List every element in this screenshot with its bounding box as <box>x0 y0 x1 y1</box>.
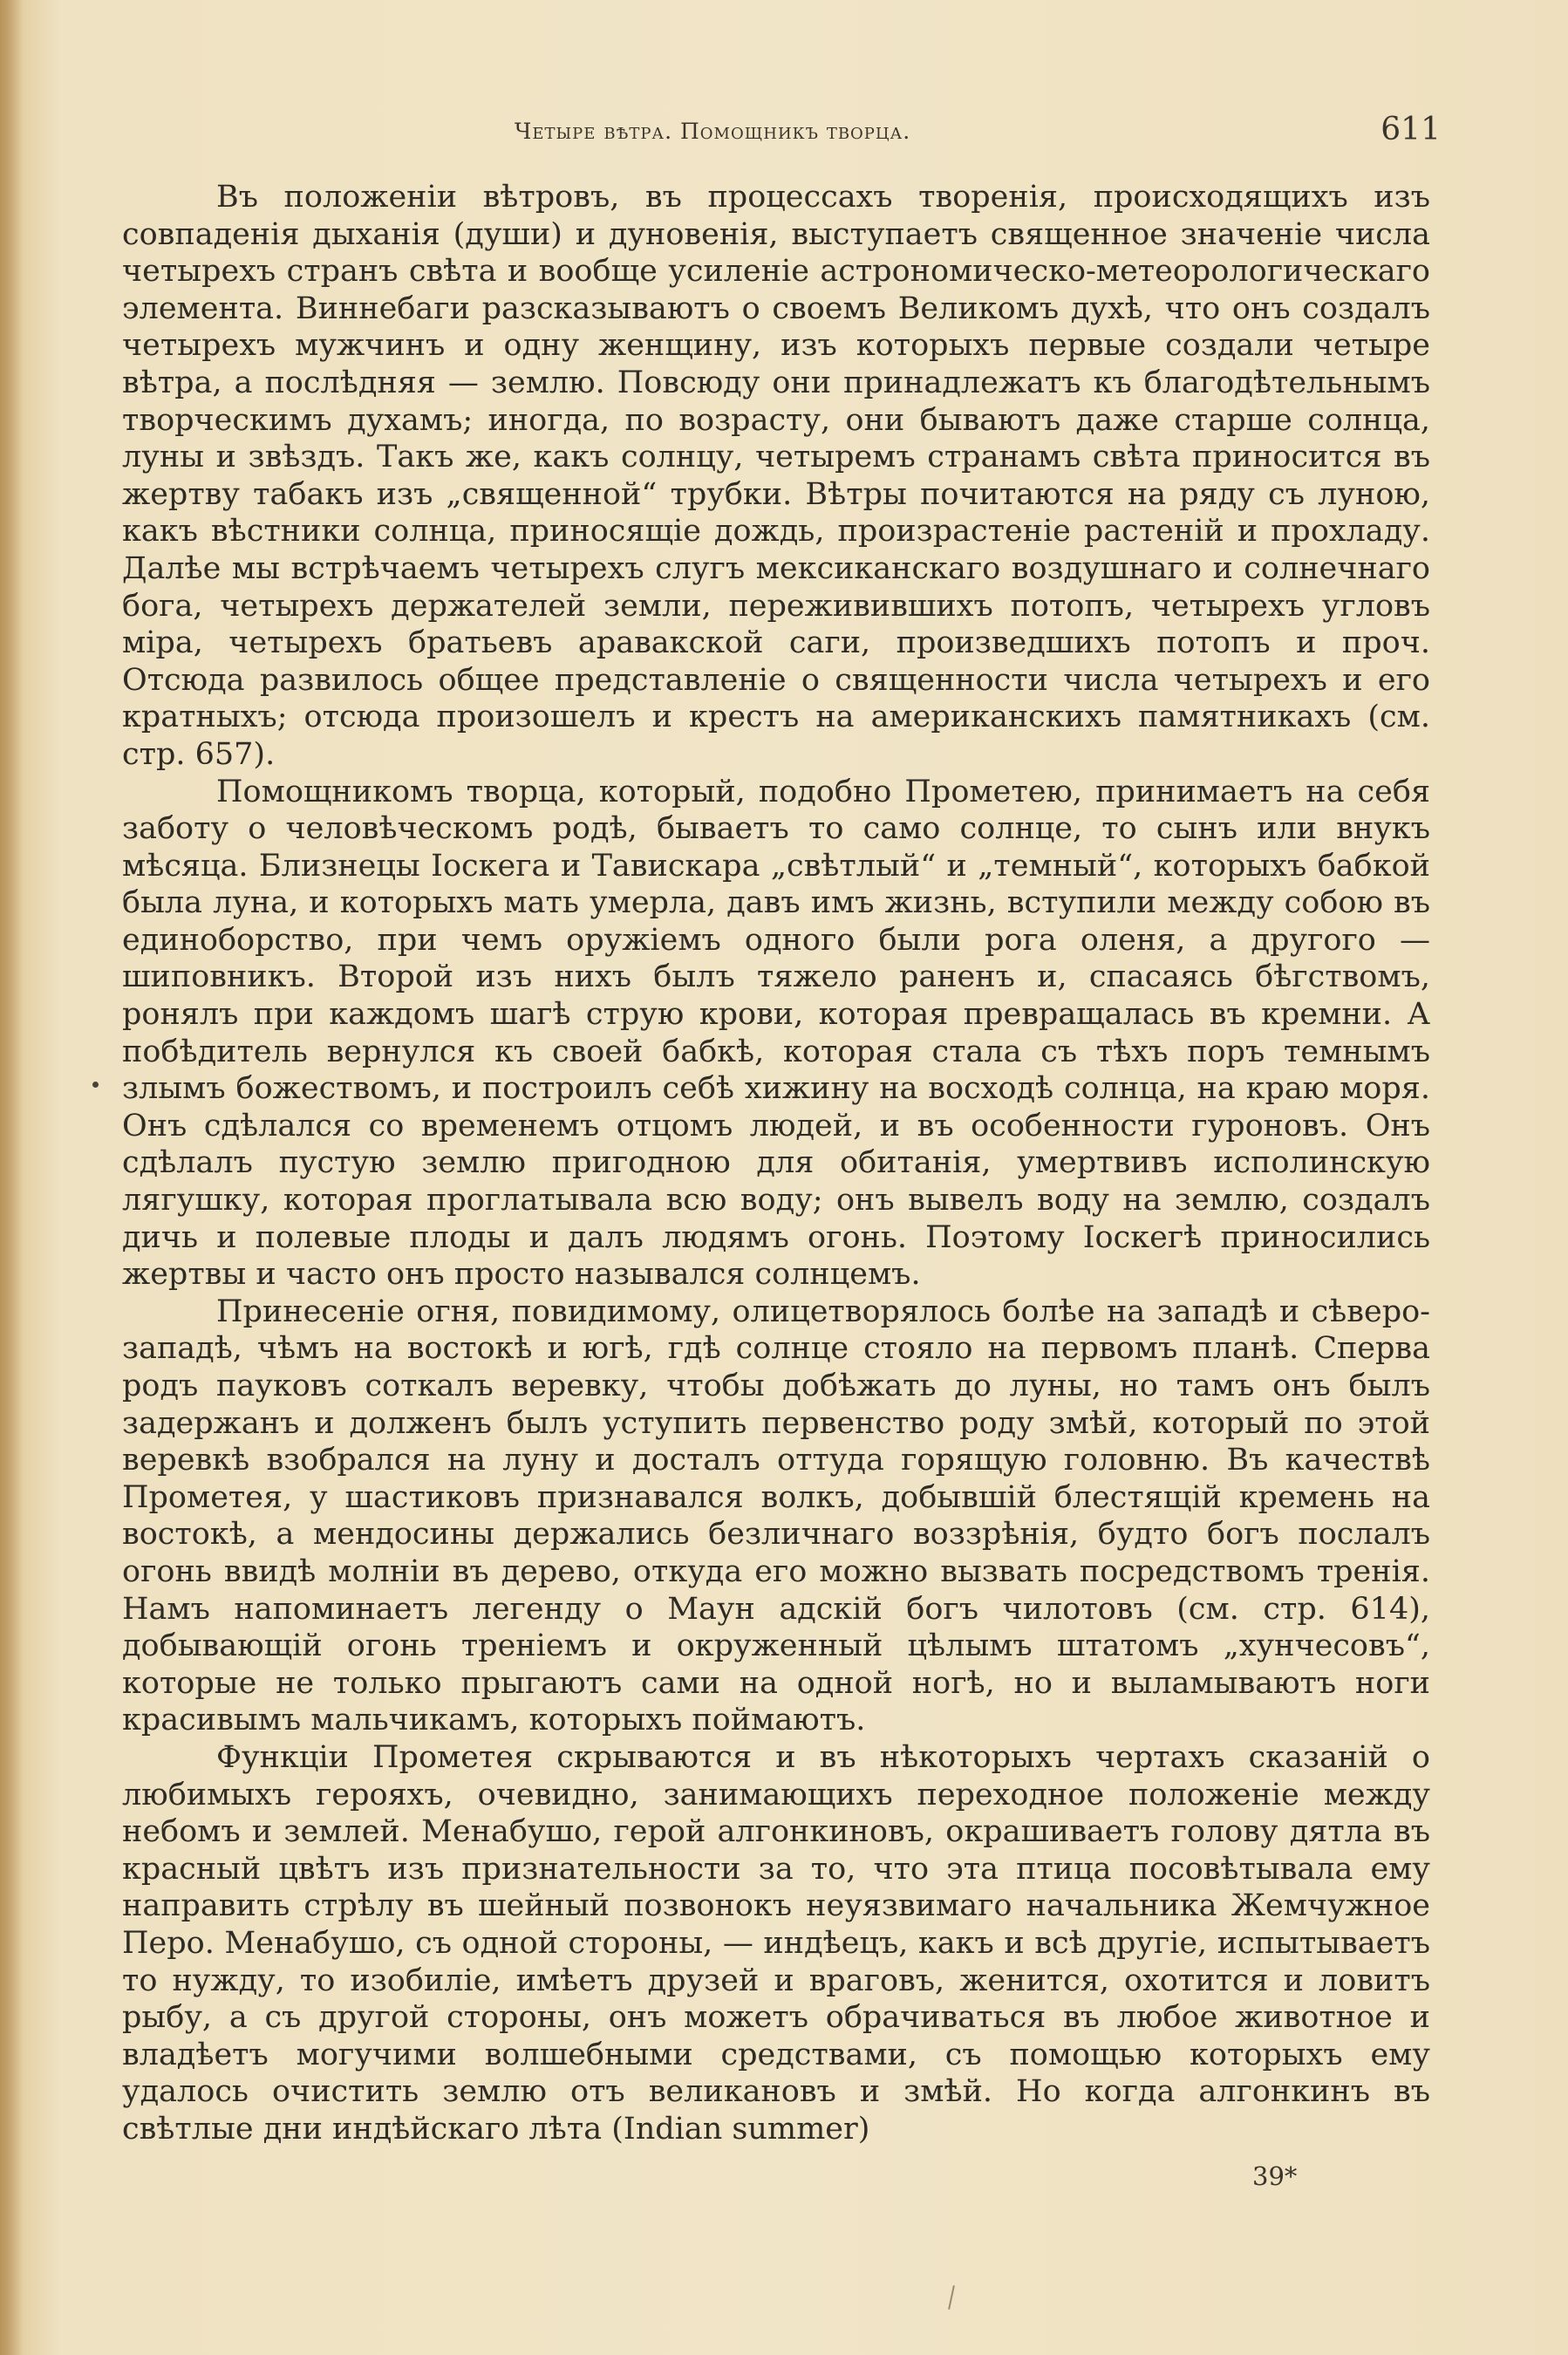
paragraph-winds: Въ положеніи вѣтровъ, въ процессахъ творенія, происходящихъ изъ совпаденія дыханія (души) и дуновенія, выступаетъ священное значеніе числа четырехъ странъ свѣта и вообще усиленіе астрономическо-метеорологическаго элемента. Виннебаги разсказываютъ о своемъ Великомъ духѣ, что онъ создалъ четырехъ мужчинъ и одну женщину, изъ которыхъ первые создали четыре вѣтра, а послѣдняя — землю. Повсюду они принадлежатъ къ благодѣтельнымъ творческимъ духамъ; иногда, по возрасту, они бываютъ даже старше солнца, луны и звѣздъ. Такъ же, какъ солнцу, четыремъ странамъ свѣта приносится въ жертву табакъ изъ „священной“ трубки. Вѣтры почитаются на ряду съ луною, какъ вѣстники солнца, приносящіе дождь, произрастеніе растеній и прохладу. Далѣе мы встрѣчаемъ четырехъ слугъ мексиканскаго воздушнаго и солнечнаго бога, четырехъ держателей земли, переживившихъ потопъ, четырехъ угловъ міра, четырехъ братьевъ аравакской саги, произведшихъ потопъ и проч. Отсюда развилось общее представленіе о священности числа четырехъ и его кратныхъ; отсюда произошелъ и крестъ на американскихъ памятникахъ (см. стр. 657). <box>122 180 1430 772</box>
paragraph-creator-helper: Помощникомъ творца, который, подобно Прометею, принимаетъ на себя заботу о человѣческомъ родѣ, бываетъ то само солнце, то сынъ или внукъ мѣсяца. Близнецы Іоскега и Тавискара „свѣтлый“ и „темный“, которыхъ бабкой была луна, и которыхъ мать умерла, давъ имъ жизнь, вступили между собою въ единоборство, при чемъ оружіемъ одного были рога оленя, а другого — шиповникъ. Второй изъ нихъ былъ тяжело раненъ и, спасаясь бѣгствомъ, ронялъ при каждомъ шагѣ струю крови, которая превращалась въ кремни. А побѣдитель вернулся къ своей бабкѣ, которая стала съ тѣхъ поръ темнымъ злымъ божествомъ, и построилъ себѣ хижину на восходѣ солнца, на краю моря. Онъ сдѣлался со временемъ отцомъ людей, и въ особенности гуроновъ. Онъ сдѣлалъ пустую землю пригодною для обитанія, умертвивъ исполинскую лягушку, которая проглатывала всю воду; онъ вывелъ воду на землю, создалъ дичь и полевые плоды и далъ людямъ огонь. Поэтому Іоскегѣ приносились жертвы и часто онъ просто назывался солнцемъ. <box>122 774 1430 1293</box>
running-title: Четыре вѣтра. Помощникъ творца. <box>515 119 911 144</box>
body-text <box>122 179 1430 2147</box>
binding-shadow <box>0 0 23 2355</box>
page-number: 611 <box>1381 112 1441 147</box>
paragraph-fire-bringing: Принесеніе огня, повидимому, олицетворялось болѣе на западѣ и сѣверо-западѣ, чѣмъ на востокѣ и югѣ, гдѣ солнце стояло на первомъ планѣ. Сперва родъ пауковъ соткалъ веревку, чтобы добѣжать до луны, но тамъ онъ былъ задержанъ и долженъ былъ уступить первенство роду змѣй, который по этой веревкѣ взобрался на луну и досталъ оттуда горящую головню. Въ качествѣ Прометея, у шастиковъ признавался волкъ, добывшій блестящій кремень на востокѣ, а мендосины держались безличнаго воззрѣнія, будто богъ послалъ огонь ввидѣ молніи въ дерево, откуда его можно вызвать посредствомъ тренія. Намъ напоминаетъ легенду о Маун адскій богъ чилотовъ (см. стр. 614), добывающій огонь треніемъ и окруженный цѣлымъ штатомъ „хунчесовъ“, которые не только прыгаютъ сами на одной ногѣ, но и выламываютъ ноги красивымъ мальчикамъ, которыхъ поймаютъ. <box>122 1294 1430 1738</box>
signature-mark: 39* <box>1252 2161 1298 2191</box>
margin-dot <box>92 1082 99 1088</box>
paragraph-prometheus-functions: Функціи Прометея скрываются и въ нѣкоторыхъ чертахъ сказаній о любимыхъ герояхъ, очевидно, занимающихъ переходное положеніе между небомъ и землей. Менабушо, герой алгонкиновъ, окрашиваетъ голову дятла въ красный цвѣтъ изъ признательности за то, что эта птица посовѣтывала ему направить стрѣлу въ шейный позвонокъ неуязвимаго начальника Жемчужное Перо. Менабушо, съ одной стороны, — индѣецъ, какъ и всѣ другіе, испытываетъ то нужду, то изобиліе, имѣетъ друзей и враговъ, женится, охотится и ловитъ рыбу, а съ другой стороны, онъ можетъ обрачиваться въ любое животное и владѣетъ могучими волшебными средствами, съ помощью которыхъ ему удалось очистить землю отъ великановъ и змѣй. Но когда алгонкинъ въ свѣтлые дни индѣйскаго лѣта (Indian summer) <box>122 1739 1430 2147</box>
running-head <box>157 112 1448 164</box>
stray-pencil-mark <box>948 2285 955 2310</box>
